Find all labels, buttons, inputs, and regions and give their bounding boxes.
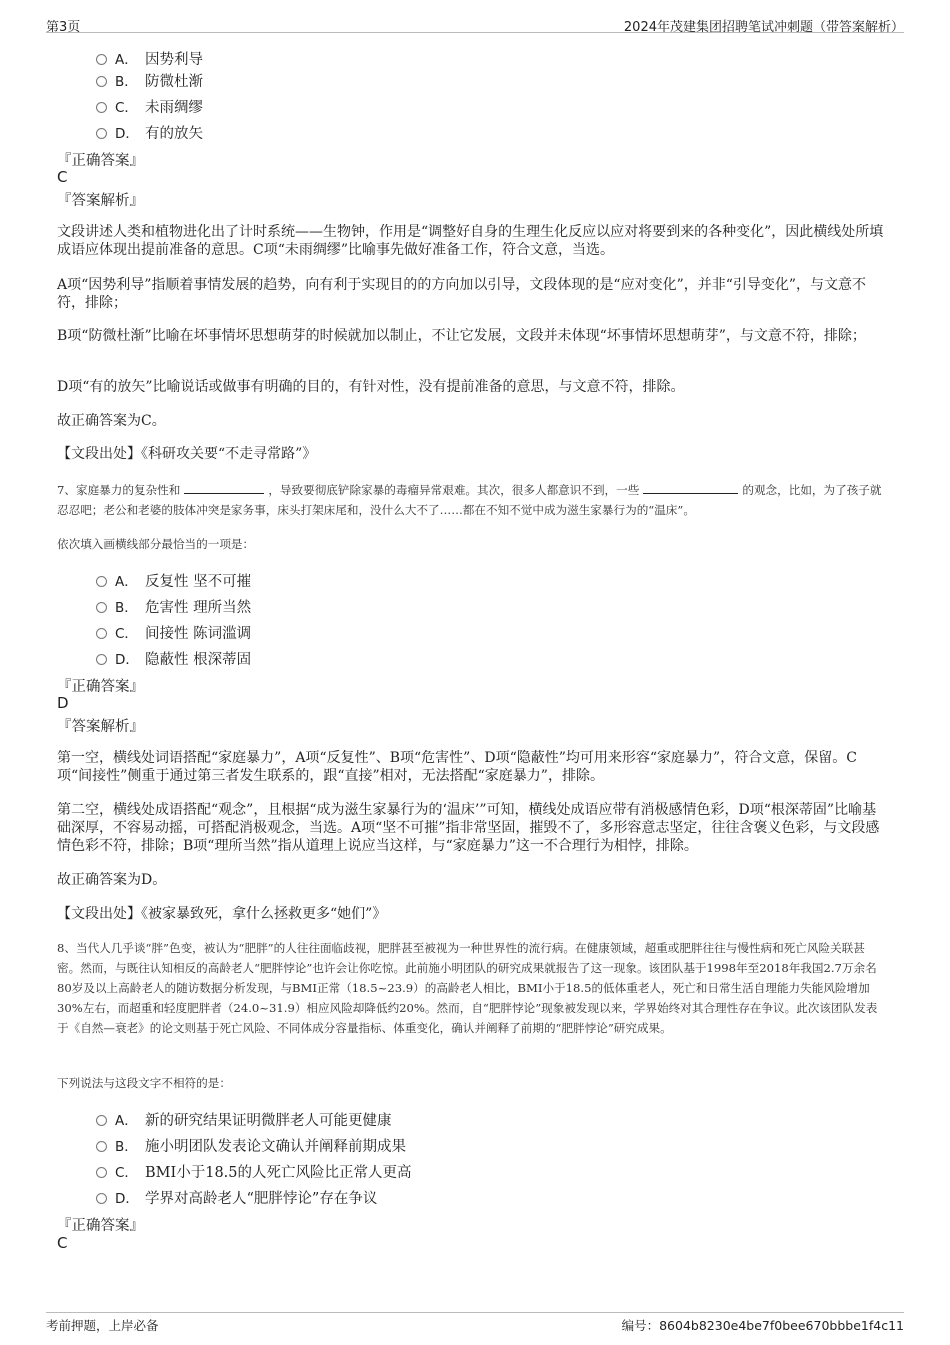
q7-stem: 7、家庭暴力的复杂性和 ，导致要彻底铲除家暴的毒瘤异常艰难。其次，很多人都意识不到，一些 的观念，比如，为了孩子就忍忍吧；老公和老婆的肢体冲突是家务事，床头打架床尾和，没什么大不了……都在不知不觉中成为滋生家暴行为的“温床”。 [57,483,882,517]
radio-icon[interactable] [96,1167,107,1178]
fill-blank [643,481,738,494]
q7-analysis-paragraph: 第二空，横线处成语搭配“观念”，且根据“成为滋生家暴行为的‘温床’”可知，横线处成语应带有消极感情色彩，D项“根深蒂固”比喻基础深厚，不容易动摇，可搭配消极观念，当选。A项“坚不可摧”指非常坚固，摧毁不了，多形容意志坚定，往往含褒义色彩，与文段感情色彩不符，排除；B项“理所当然”指从道理上说应当这样，与“家庭暴力”这一不合理行为相悖，排除。 [57,802,880,854]
q8-answer-label: 『正确答案』 [57,1218,144,1234]
q7-analysis-label: 『答案解析』 [57,719,144,735]
radio-icon[interactable] [96,1115,107,1126]
q8-option-b[interactable]: B． 施小明团队发表论文确认并阐释前期成果 [96,1135,406,1156]
page-footer [46,1312,904,1333]
q6-option-a[interactable]: A． 因势利导 [96,48,203,69]
q7-conclusion: 故正确答案为D。 [57,872,167,888]
radio-icon[interactable] [96,76,107,87]
radio-icon[interactable] [96,576,107,587]
q8-option-a[interactable]: A． 新的研究结果证明微胖老人可能更健康 [96,1109,392,1130]
q7-option-b[interactable]: B． 危害性 理所当然 [96,596,251,617]
page-header [46,14,904,33]
radio-icon[interactable] [96,1141,107,1152]
q6-option-d[interactable]: D． 有的放矢 [96,122,203,143]
footer-slogan: 考前押题，上岸必备 [46,1318,159,1333]
q6-analysis-paragraph: A项“因势利导”指顺着事情发展的趋势，向有利于实现目的的方向加以引导，文段体现的是“应对变化”，并非“引导变化”，与文意不符，排除； [57,277,867,311]
radio-icon[interactable] [96,602,107,613]
q8-prompt: 下列说法与这段文字不相符的是： [57,1076,231,1090]
q7-answer-label: 『正确答案』 [57,679,144,695]
radio-icon[interactable] [96,628,107,639]
q8-option-c[interactable]: C． BMI小于18.5的人死亡风险比正常人更高 [96,1161,412,1182]
page-number: 第3页 [46,20,81,35]
radio-icon[interactable] [96,102,107,113]
q6-source: 【文段出处】《科研攻关要“不走寻常路”》 [57,446,317,462]
radio-icon[interactable] [96,1193,107,1204]
q8-stem: 8、当代人几乎谈“胖”色变，被认为“肥胖”的人往往面临歧视，肥胖甚至被视为一种世界性的流行病。在健康领域，超重或肥胖往往与慢性病和死亡风险关联甚密。然而，与既往认知相反的高龄老人“肥胖悖论”也许会让你吃惊。此前施小明团队的研究成果就报告了这一现象。该团队基于1998年至2018年我国2.7万余名80岁及以上高龄老人的随访数据分析发现，与BMI正常（18.5~23.9）的高龄老人相比，BMI小于18.5的低体重老人，死亡和日常生活自理能力失能风险增加30%左右，而超重和轻度肥胖者（24.0~31.9）相应风险却降低约20%。然而，自“肥胖悖论”现象被发现以来，学界始终对其合理性存在争议。此次该团队发表于《自然—衰老》的论文则基于死亡风险、不同体成分容量指标、体重变化，确认并阐释了前期的“肥胖悖论”研究成果。 [57,941,878,1035]
q8-option-d[interactable]: D． 学界对高龄老人“肥胖悖论”存在争议 [96,1187,377,1208]
q6-answer-label: 『正确答案』 [57,153,144,169]
q7-analysis-paragraph: 第一空，横线处词语搭配“家庭暴力”，A项“反复性”、B项“危害性”、D项“隐蔽性”均可用来形容“家庭暴力”，符合文意，保留。C项“间接性”侧重于通过第三者发生联系的，跟“直接”相对，无法搭配“家庭暴力”，排除。 [57,750,857,784]
q7-prompt: 依次填入画横线部分最恰当的一项是： [57,537,255,551]
q8-answer: C [57,1234,68,1252]
q6-analysis-paragraph: 文段讲述人类和植物进化出了计时系统——生物钟，作用是“调整好自身的生理生化反应以应对将要到来的各种变化”，因此横线处所填成语应体现出提前准备的意思。C项“未雨绸缪”比喻事先做好准备工作，符合文意，当选。 [57,224,884,258]
q6-conclusion: 故正确答案为C。 [57,413,166,429]
document-id: 编号：8604b8230e4be7f0bee670bbbe1f4c11 [621,1318,904,1333]
document-title: 2024年茂建集团招聘笔试冲刺题（带答案解析） [623,20,904,35]
q7-option-a[interactable]: A． 反复性 坚不可摧 [96,570,251,591]
radio-icon[interactable] [96,128,107,139]
q7-option-d[interactable]: D． 隐蔽性 根深蒂固 [96,648,251,669]
q7-source: 【文段出处】《被家暴致死，拿什么拯救更多“她们”》 [57,906,387,922]
radio-icon[interactable] [96,54,107,65]
q6-option-b[interactable]: B． 防微杜渐 [96,70,203,91]
q6-analysis-paragraph: B项“防微杜渐”比喻在坏事情坏思想萌芽的时候就加以制止，不让它发展，文段并未体现“坏事情坏思想萌芽”，与文意不符，排除； [57,328,866,344]
fill-blank [184,481,264,494]
q6-option-c[interactable]: C． 未雨绸缪 [96,96,203,117]
q6-analysis-label: 『答案解析』 [57,193,144,209]
q7-answer: D [57,694,69,712]
q6-answer: C [57,168,68,186]
q6-analysis-paragraph: D项“有的放矢”比喻说话或做事有明确的目的，有针对性，没有提前准备的意思，与文意不符，排除。 [57,379,685,395]
q7-option-c[interactable]: C． 间接性 陈词滥调 [96,622,251,643]
radio-icon[interactable] [96,654,107,665]
